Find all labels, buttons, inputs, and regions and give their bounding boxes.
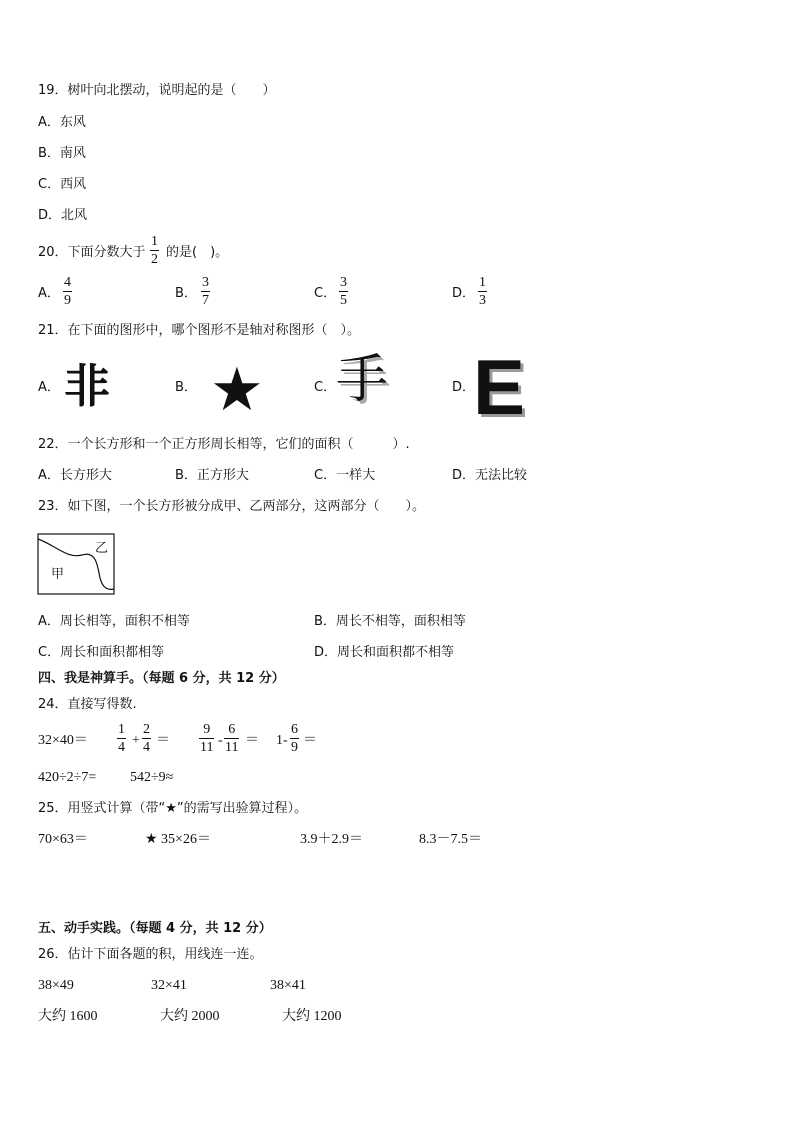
q23-label-yi: 乙 bbox=[95, 541, 109, 556]
fraction-denominator: 5 bbox=[340, 293, 347, 308]
fraction-bar bbox=[117, 738, 126, 739]
fraction-bar bbox=[142, 738, 151, 739]
fraction-denominator: 3 bbox=[479, 293, 486, 308]
q20-stem-post: 的是( )。 bbox=[166, 245, 229, 260]
fraction-numerator: 9 bbox=[203, 722, 211, 737]
q26-estimate-3: 大约 1200 bbox=[282, 1009, 342, 1024]
q25-item-1: 70×63＝ bbox=[38, 832, 88, 847]
q19-option-a: A．东风 bbox=[38, 115, 86, 130]
fraction-bar bbox=[224, 738, 239, 739]
q20-option-d-fraction bbox=[478, 275, 487, 308]
q22-option-c: C．一样大 bbox=[314, 468, 376, 483]
q19-option-d: D．北风 bbox=[38, 208, 88, 223]
q26-estimate-2: 大约 2000 bbox=[160, 1009, 220, 1024]
q26-expr-3: 38×41 bbox=[270, 978, 306, 993]
q22-option-d: D．无法比较 bbox=[452, 468, 528, 483]
q21-figure-e: E bbox=[473, 343, 526, 431]
q25-item-2: ★ 35×26＝ bbox=[145, 832, 211, 847]
q24-item-6: 542÷9≈ bbox=[130, 770, 174, 785]
q26-expr-2: 32×41 bbox=[151, 978, 187, 993]
q21-figure-shou: 手 bbox=[336, 350, 389, 410]
q23-option-d: D．周长和面积都不相等 bbox=[314, 645, 455, 660]
q24-item-3-eq: ＝ bbox=[245, 733, 259, 748]
q23-stem: 23．如下图，一个长方形被分成甲、乙两部分，这两部分（ ）。 bbox=[38, 499, 426, 514]
fraction-denominator: 9 bbox=[291, 740, 298, 755]
section5-title: 五、动手实践。（每题 4 分，共 12 分） bbox=[38, 921, 272, 936]
q21-stem: 21．在下面的图形中，哪个图形不是轴对称图形（ ）。 bbox=[38, 323, 361, 338]
fraction-denominator: 7 bbox=[202, 293, 209, 308]
q26-stem: 26．估计下面各题的积，用线连一连。 bbox=[38, 947, 263, 962]
fraction-bar bbox=[150, 250, 159, 251]
fraction-bar bbox=[339, 291, 348, 292]
q21-figure-star: ★ bbox=[210, 355, 264, 425]
fraction-bar bbox=[478, 291, 487, 292]
fraction-numerator: 6 bbox=[228, 722, 236, 737]
fraction-denominator: 4 bbox=[118, 740, 125, 755]
q24-item-4-frac bbox=[290, 722, 299, 755]
q23-label-jia: 甲 bbox=[51, 567, 65, 582]
fraction-numerator: 1 bbox=[479, 275, 486, 290]
q19-stem: 19．树叶向北摆动，说明起的是（ ） bbox=[38, 83, 276, 98]
q24-item-2-frac2 bbox=[142, 722, 151, 755]
fraction-bar bbox=[290, 738, 299, 739]
q21-option-c-label: C． bbox=[314, 380, 337, 395]
q20-option-b-fraction bbox=[201, 275, 210, 308]
fraction-bar bbox=[63, 291, 72, 292]
q26-estimate-1: 大约 1600 bbox=[38, 1009, 98, 1024]
q20-option-c-fraction bbox=[339, 275, 348, 308]
q20-stem-pre: 20．下面分数大于 bbox=[38, 245, 146, 260]
fraction-numerator: 6 bbox=[291, 722, 298, 737]
q25-item-3: 3.9＋2.9＝ bbox=[300, 832, 363, 847]
q24-item-5: 420÷2÷7= bbox=[38, 770, 97, 785]
fraction-denominator: 11 bbox=[200, 740, 214, 755]
q24-stem: 24．直接写得数. bbox=[38, 697, 137, 712]
fraction-numerator: 4 bbox=[64, 275, 71, 290]
q24-item-4-pre: 1- bbox=[276, 733, 288, 748]
fraction-numerator: 3 bbox=[340, 275, 347, 290]
q19-option-c: C．西风 bbox=[38, 177, 87, 192]
q22-stem: 22．一个长方形和一个正方形周长相等，它们的面积（ ）. bbox=[38, 437, 410, 452]
fraction-denominator: 9 bbox=[64, 293, 71, 308]
fraction-bar bbox=[201, 291, 210, 292]
fraction-denominator: 4 bbox=[143, 740, 150, 755]
q21-figure-fei: 非 bbox=[64, 359, 110, 413]
q20-option-a-label: A． bbox=[38, 286, 60, 301]
q26-expr-1: 38×49 bbox=[38, 978, 74, 993]
q23-option-c: C．周长和面积都相等 bbox=[38, 645, 165, 660]
q22-option-a: A．长方形大 bbox=[38, 468, 112, 483]
q20-option-d-label: D． bbox=[452, 286, 476, 301]
q21-option-b-label: B． bbox=[175, 380, 197, 395]
fraction-denominator: 2 bbox=[151, 252, 158, 267]
fraction-numerator: 2 bbox=[143, 722, 150, 737]
q20-option-c-label: C． bbox=[314, 286, 337, 301]
section4-title: 四、我是神算手。（每题 6 分，共 12 分） bbox=[38, 671, 285, 686]
q24-item-3-frac2 bbox=[224, 722, 239, 755]
q24-item-4-eq: ＝ bbox=[303, 733, 317, 748]
q20-option-b-label: B． bbox=[175, 286, 197, 301]
q22-option-b: B．正方形大 bbox=[175, 468, 249, 483]
q25-item-4: 8.3－7.5＝ bbox=[419, 832, 482, 847]
q24-item-3-frac1 bbox=[199, 722, 214, 755]
q24-item-1: 32×40＝ bbox=[38, 733, 88, 748]
fraction-numerator: 3 bbox=[202, 275, 209, 290]
q24-item-3-op: - bbox=[218, 733, 223, 748]
q21-option-a-label: A． bbox=[38, 380, 60, 395]
fraction-bar bbox=[199, 738, 214, 739]
q25-stem: 25．用竖式计算（带“★”的需写出验算过程）。 bbox=[38, 801, 308, 816]
q20-option-a-fraction bbox=[63, 275, 72, 308]
q20-stem-fraction bbox=[150, 234, 159, 267]
q23-option-a: A．周长相等，面积不相等 bbox=[38, 614, 190, 629]
fraction-denominator: 11 bbox=[225, 740, 239, 755]
q21-option-d-label: D． bbox=[452, 380, 476, 395]
q24-item-2-op: + bbox=[132, 733, 140, 748]
q23-option-b: B．周长不相等，面积相等 bbox=[314, 614, 466, 629]
q24-item-2-eq: ＝ bbox=[156, 733, 170, 748]
fraction-numerator: 1 bbox=[151, 234, 158, 249]
q24-item-2-frac1 bbox=[117, 722, 126, 755]
fraction-numerator: 1 bbox=[118, 722, 125, 737]
q19-option-b: B．南风 bbox=[38, 146, 86, 161]
